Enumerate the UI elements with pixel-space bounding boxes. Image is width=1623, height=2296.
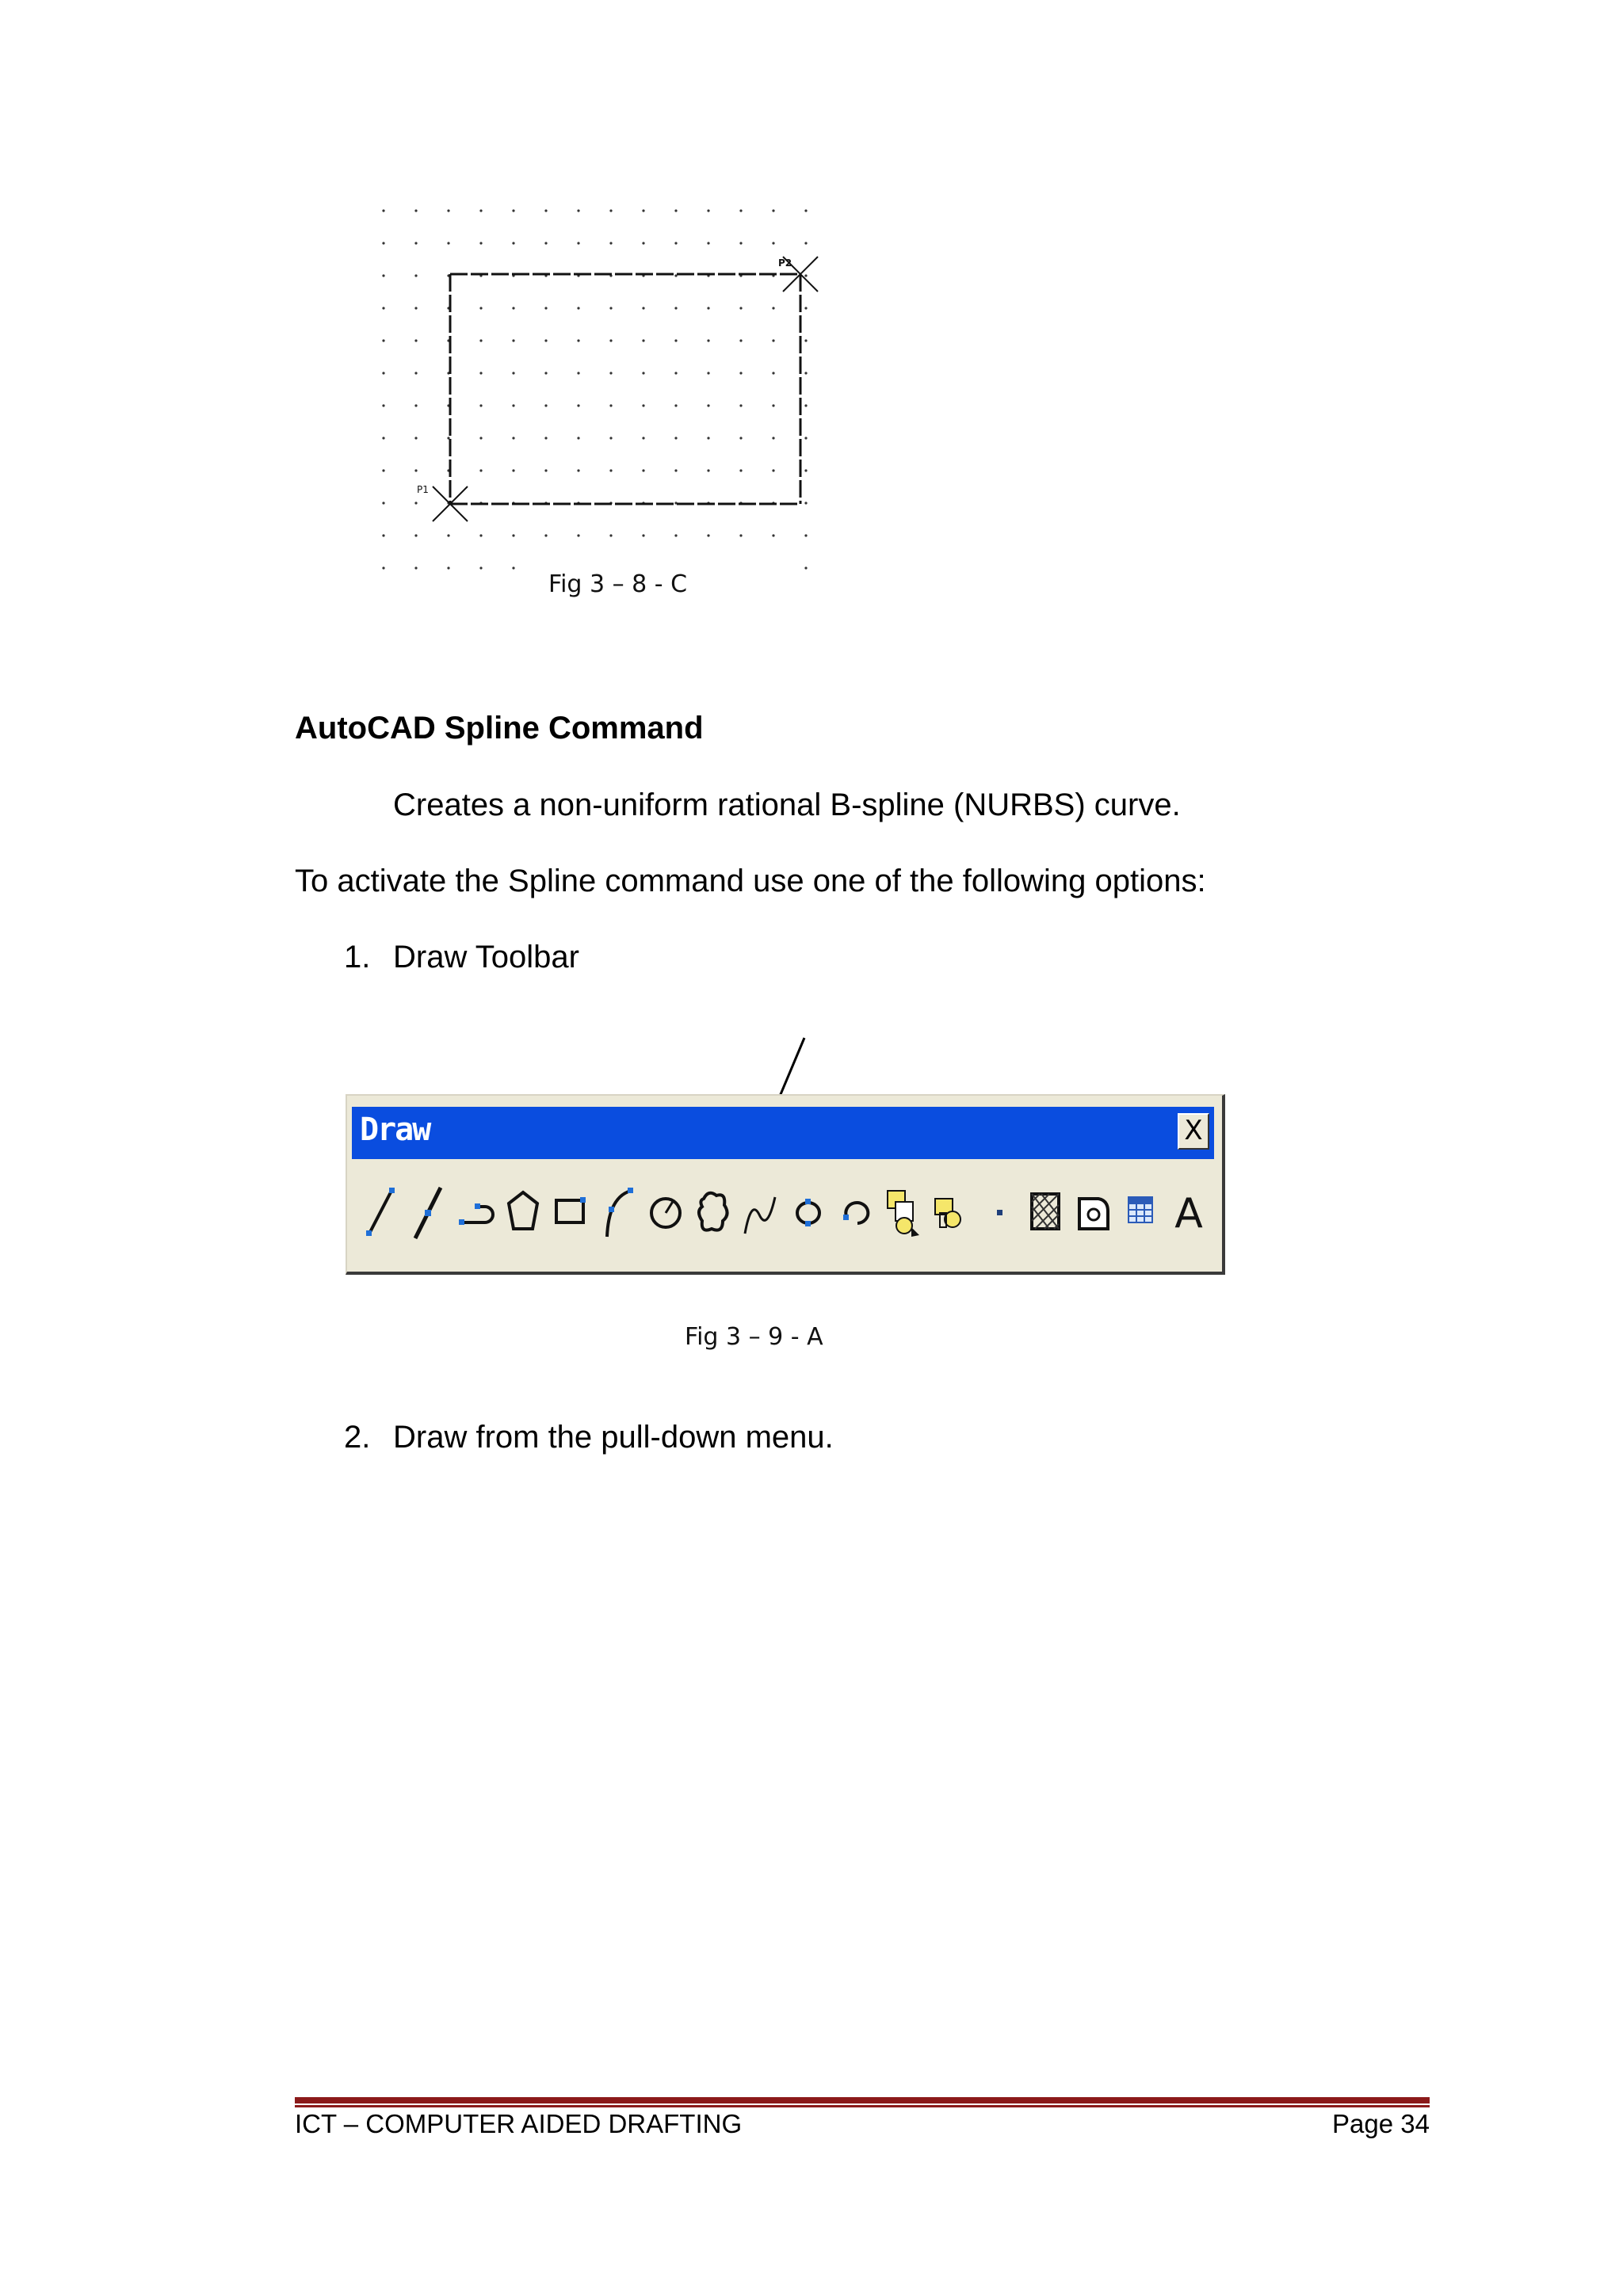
- grid-dot: [609, 437, 612, 439]
- point-icon: [976, 1175, 1021, 1251]
- spline-icon: [739, 1175, 783, 1251]
- grid-dot: [772, 372, 774, 374]
- grid-dot: [642, 307, 644, 309]
- grid-dot: [414, 242, 417, 244]
- grid-dot: [512, 566, 514, 569]
- spline-button[interactable]: [739, 1175, 783, 1251]
- line-icon: [358, 1175, 403, 1251]
- grid-dot: [804, 307, 807, 309]
- grid-dot: [804, 469, 807, 471]
- line-button[interactable]: [358, 1175, 403, 1251]
- grid-dot: [739, 242, 742, 244]
- polyline-icon: [453, 1175, 498, 1251]
- grid-dot: [739, 534, 742, 536]
- grid-dot: [609, 372, 612, 374]
- close-icon: X: [1184, 1115, 1203, 1146]
- grid-dot: [642, 437, 644, 439]
- grid-dot: [544, 339, 547, 341]
- grid-dot: [382, 274, 384, 277]
- grid-dot: [414, 534, 417, 536]
- grid-dot: [577, 404, 579, 406]
- grid-dot: [707, 437, 709, 439]
- grid-dot: [642, 339, 644, 341]
- option-1-text: Draw Toolbar: [393, 940, 579, 974]
- grid-dot: [674, 209, 677, 212]
- grid-dot: [609, 307, 612, 309]
- ellipse-button[interactable]: [786, 1175, 831, 1251]
- grid-dot: [544, 404, 547, 406]
- grid-dot: [739, 404, 742, 406]
- grid-dot: [577, 469, 579, 471]
- grid-dot: [512, 307, 514, 309]
- grid-dot: [674, 534, 677, 536]
- point-button[interactable]: [976, 1175, 1021, 1251]
- grid-dot: [772, 469, 774, 471]
- grid-dot: [577, 209, 579, 212]
- revision-cloud-button[interactable]: [691, 1175, 735, 1251]
- option-2-number: 2.: [344, 1420, 371, 1455]
- point-label-p2: P2: [778, 257, 792, 269]
- grid-dot: [479, 242, 482, 244]
- grid-dot: [804, 274, 807, 277]
- grid-dot: [642, 534, 644, 536]
- grid-dot: [642, 372, 644, 374]
- rectangle-figure: [372, 198, 848, 578]
- section-heading: AutoCAD Spline Command: [295, 711, 704, 746]
- grid-dot: [804, 372, 807, 374]
- grid-dot: [577, 242, 579, 244]
- grid-dot: [512, 437, 514, 439]
- option-2-text: Draw from the pull-down menu.: [393, 1420, 834, 1455]
- ellipse-arc-icon: [834, 1175, 878, 1251]
- grid-dot: [479, 437, 482, 439]
- grid-dot: [382, 339, 384, 341]
- page-number: Page 34: [1332, 2109, 1430, 2138]
- grid-dot: [609, 469, 612, 471]
- grid-dot: [642, 209, 644, 212]
- toolbar-title-bar[interactable]: [352, 1107, 1214, 1159]
- grid-dot: [544, 307, 547, 309]
- grid-dot: [512, 209, 514, 212]
- grid-dot: [609, 404, 612, 406]
- draw-toolbar: [346, 1094, 1225, 1275]
- point-label-p1: P1: [417, 484, 429, 495]
- hatch-button[interactable]: [1024, 1175, 1068, 1251]
- grid-dot: [414, 437, 417, 439]
- grid-dot: [739, 339, 742, 341]
- grid-dot: [414, 274, 417, 277]
- grid-dot: [609, 339, 612, 341]
- grid-dot: [544, 209, 547, 212]
- grid-dot: [382, 534, 384, 536]
- multiline-text-icon: [1167, 1175, 1211, 1251]
- grid-dot: [414, 372, 417, 374]
- grid-dot: [447, 534, 449, 536]
- multiline-text-button[interactable]: [1167, 1175, 1211, 1251]
- grid-dot: [577, 437, 579, 439]
- grid-dot: [479, 372, 482, 374]
- region-icon: [1071, 1175, 1116, 1251]
- hatch-icon: [1024, 1175, 1068, 1251]
- grid-dot: [512, 404, 514, 406]
- grid-dot: [707, 242, 709, 244]
- grid-dot: [772, 339, 774, 341]
- grid-dot: [674, 437, 677, 439]
- grid-dot: [804, 437, 807, 439]
- grid-dot: [414, 307, 417, 309]
- grid-dot: [544, 469, 547, 471]
- construction-line-button[interactable]: [406, 1175, 450, 1251]
- grid-dot: [447, 209, 449, 212]
- grid-dot: [609, 534, 612, 536]
- insert-block-icon: [881, 1175, 926, 1251]
- revision-cloud-icon: [691, 1175, 735, 1251]
- close-button[interactable]: [1178, 1113, 1209, 1150]
- grid-dot: [739, 209, 742, 212]
- grid-dot: [512, 534, 514, 536]
- grid-dot: [707, 534, 709, 536]
- toolbar-title: Draw: [360, 1112, 430, 1148]
- circle-icon: [643, 1175, 688, 1251]
- toolbar-buttons: [358, 1175, 1214, 1251]
- grid-dot: [512, 469, 514, 471]
- grid-dot: [804, 209, 807, 212]
- table-icon: [1119, 1175, 1163, 1251]
- footer-title: ICT – COMPUTER AIDED DRAFTING: [295, 2109, 743, 2138]
- construction-line-icon: [406, 1175, 450, 1251]
- grid-dot: [414, 404, 417, 406]
- grid-dot: [414, 566, 417, 569]
- grid-dot: [609, 242, 612, 244]
- rectangle-icon: [548, 1175, 593, 1251]
- grid-dot: [739, 469, 742, 471]
- grid-dot: [479, 469, 482, 471]
- polygon-button[interactable]: [501, 1175, 545, 1251]
- arc-button[interactable]: [596, 1175, 640, 1251]
- grid-dot: [577, 534, 579, 536]
- grid-dot: [642, 404, 644, 406]
- grid-dot: [804, 404, 807, 406]
- grid-dot: [414, 502, 417, 504]
- grid-dot: [577, 307, 579, 309]
- grid-dot: [512, 339, 514, 341]
- grid-dot: [804, 242, 807, 244]
- grid-dot: [414, 209, 417, 212]
- grid-dot: [674, 469, 677, 471]
- grid-dot: [382, 469, 384, 471]
- grid-dot: [479, 307, 482, 309]
- grid-dot: [707, 404, 709, 406]
- grid-dot: [382, 502, 384, 504]
- figure-caption-top: Fig 3 – 8 - C: [548, 570, 688, 598]
- grid-dot: [382, 372, 384, 374]
- grid-dot: [447, 242, 449, 244]
- grid-dot: [772, 404, 774, 406]
- grid-dot: [674, 307, 677, 309]
- svg-text:A: A: [1174, 1190, 1203, 1238]
- grid-dot: [382, 566, 384, 569]
- grid-dot: [512, 242, 514, 244]
- grid-dot: [382, 209, 384, 212]
- grid-dot: [512, 372, 514, 374]
- grid-dot: [414, 339, 417, 341]
- command-description: Creates a non-uniform rational B-spline (NURBS) curve.: [393, 788, 1181, 822]
- grid-dot: [772, 534, 774, 536]
- grid-dot: [674, 339, 677, 341]
- grid-dot: [772, 307, 774, 309]
- grid-dot: [382, 307, 384, 309]
- grid-dot: [544, 534, 547, 536]
- grid-dot: [707, 469, 709, 471]
- grid-dot: [674, 242, 677, 244]
- grid-dot: [674, 404, 677, 406]
- grid-dot: [772, 242, 774, 244]
- grid-dot: [609, 209, 612, 212]
- grid-dot: [707, 339, 709, 341]
- grid-dot: [577, 372, 579, 374]
- insert-block-button[interactable]: [881, 1175, 926, 1251]
- grid-dot: [642, 469, 644, 471]
- grid-dot: [479, 209, 482, 212]
- rectangle-button[interactable]: [548, 1175, 593, 1251]
- grid-dot: [772, 437, 774, 439]
- option-1-number: 1.: [344, 940, 371, 974]
- grid-dot: [544, 372, 547, 374]
- grid-dot: [414, 469, 417, 471]
- make-block-button[interactable]: [929, 1175, 973, 1251]
- grid-dot: [739, 307, 742, 309]
- grid-dot: [577, 339, 579, 341]
- footer-rule-thin: [295, 2105, 1430, 2107]
- ellipse-arc-button[interactable]: [834, 1175, 878, 1251]
- ellipse-icon: [786, 1175, 831, 1251]
- grid-dot: [804, 339, 807, 341]
- polyline-button[interactable]: [453, 1175, 498, 1251]
- grid-dot: [447, 566, 449, 569]
- figure-caption-bottom: Fig 3 – 9 - A: [685, 1323, 823, 1351]
- grid-dot: [674, 372, 677, 374]
- grid-dot: [804, 534, 807, 536]
- activation-intro: To activate the Spline command use one of the following options:: [295, 864, 1206, 898]
- polygon-icon: [501, 1175, 545, 1251]
- grid-dot: [479, 534, 482, 536]
- arc-icon: [596, 1175, 640, 1251]
- grid-dot: [642, 242, 644, 244]
- grid-dot: [707, 209, 709, 212]
- grid-dot: [804, 502, 807, 504]
- make-block-icon: [929, 1175, 973, 1251]
- grid-dot: [479, 566, 482, 569]
- dot-grid: [382, 209, 807, 569]
- table-button[interactable]: [1119, 1175, 1163, 1251]
- grid-dot: [382, 437, 384, 439]
- footer-rule: [295, 2097, 1430, 2103]
- circle-button[interactable]: [643, 1175, 688, 1251]
- grid-dot: [544, 437, 547, 439]
- region-button[interactable]: [1071, 1175, 1116, 1251]
- grid-dot: [707, 307, 709, 309]
- rectangle-outline: [450, 274, 800, 504]
- grid-dot: [804, 566, 807, 569]
- grid-dot: [479, 404, 482, 406]
- grid-dot: [707, 372, 709, 374]
- grid-dot: [739, 437, 742, 439]
- grid-dot: [382, 242, 384, 244]
- grid-dot: [479, 339, 482, 341]
- grid-dot: [739, 372, 742, 374]
- grid-dot: [544, 242, 547, 244]
- grid-dot: [382, 404, 384, 406]
- grid-dot: [772, 209, 774, 212]
